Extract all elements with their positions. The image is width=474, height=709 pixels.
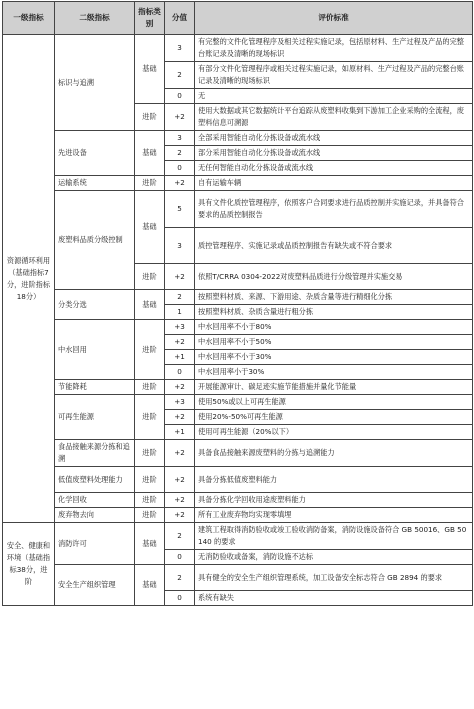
criteria-cell: 按照塑料材质、来源、下游用途、杂质含量等进行精细化分拣 [195, 290, 473, 305]
score-cell: 2 [165, 146, 195, 161]
table-row [3, 565, 473, 591]
score-cell: 0 [165, 89, 195, 104]
criteria-cell: 开展能源审计、碳足迹实施节能措施并量化节能量 [195, 380, 473, 395]
class-cell: 进阶 [135, 320, 165, 380]
table-row [3, 380, 473, 395]
header-criteria: 评价标准 [195, 2, 473, 35]
criteria-cell: 具有健全的安全生产组织管理系统，加工设备安全标志符合 GB 2894 的要求 [195, 565, 473, 591]
class-cell: 基础 [135, 35, 165, 104]
criteria-cell: 系统有缺失 [195, 591, 473, 606]
criteria-cell: 具备食品接触来源废塑料的分拣与追溯能力 [195, 440, 473, 467]
table-row [3, 440, 473, 467]
class-cell: 进阶 [135, 395, 165, 440]
indicator-food-contact: 食品接触来源分拣和追溯 [55, 440, 135, 467]
score-cell: 2 [165, 565, 195, 591]
indicator-renewable-energy: 可再生能源 [55, 395, 135, 440]
criteria-cell: 中水回用率小于30% [195, 365, 473, 380]
score-cell: 3 [165, 131, 195, 146]
score-cell: +3 [165, 395, 195, 410]
table-row [3, 395, 473, 410]
score-cell: 0 [165, 365, 195, 380]
indicator-sorting: 分类分选 [55, 290, 135, 320]
indicator-energy-saving: 节能降耗 [55, 380, 135, 395]
class-cell: 进阶 [135, 440, 165, 467]
table-row [3, 493, 473, 508]
score-cell: +2 [165, 264, 195, 290]
criteria-cell: 使用大数据或其它数据统计平台追踪从废塑料收集到下游加工企业采购的全流程，废塑料信息可溯源 [195, 104, 473, 131]
score-cell: +2 [165, 467, 195, 493]
table-row [3, 191, 473, 228]
criteria-cell: 自有运输车辆 [195, 176, 473, 191]
category-resource-recycling: 资源循环利用（基础指标7分，进阶指标18分） [3, 35, 55, 523]
table-row [3, 131, 473, 146]
score-cell: +2 [165, 410, 195, 425]
score-cell: 2 [165, 290, 195, 305]
criteria-cell: 使用20%-50%可再生能源 [195, 410, 473, 425]
indicator-fire-permit: 消防许可 [55, 523, 135, 565]
class-cell: 基础 [135, 565, 165, 606]
table-row [3, 467, 473, 493]
score-cell: +2 [165, 508, 195, 523]
evaluation-table [2, 1, 473, 606]
indicator-traceability: 标识与追溯 [55, 35, 135, 131]
class-cell: 基础 [135, 290, 165, 320]
indicator-waste-destination: 废弃物去向 [55, 508, 135, 523]
class-cell: 进阶 [135, 467, 165, 493]
criteria-cell: 所有工业废弃物均实现零填埋 [195, 508, 473, 523]
criteria-cell: 无消防验收或备案，消防设施不达标 [195, 550, 473, 565]
table-row [3, 508, 473, 523]
class-cell: 进阶 [135, 380, 165, 395]
header-score: 分值 [165, 2, 195, 35]
class-cell: 基础 [135, 191, 165, 264]
criteria-cell: 部分采用智能自动化分拣设备或流水线 [195, 146, 473, 161]
indicator-water-reuse: 中水回用 [55, 320, 135, 380]
indicator-advanced-equipment: 先进设备 [55, 131, 135, 176]
score-cell: +1 [165, 425, 195, 440]
score-cell: 3 [165, 228, 195, 264]
score-cell: +3 [165, 320, 195, 335]
category-safety-health-environment: 安全、健康和环境（基础指标38分，进阶 [3, 523, 55, 606]
table-row [3, 290, 473, 305]
indicator-quality-grading: 废塑料品质分级控制 [55, 191, 135, 290]
score-cell: +2 [165, 380, 195, 395]
criteria-cell: 建筑工程取得消防验收或竣工验收消防备案，消防设施设备符合 GB 50016、GB 50140 的要求 [195, 523, 473, 550]
score-cell: +2 [165, 493, 195, 508]
indicator-low-value-plastic: 低值废塑料处理能力 [55, 467, 135, 493]
class-cell: 进阶 [135, 104, 165, 131]
criteria-cell: 使用50%或以上可再生能源 [195, 395, 473, 410]
criteria-cell: 中水回用率不小于30% [195, 350, 473, 365]
table-header-row [3, 2, 473, 35]
table-row [3, 320, 473, 335]
score-cell: 0 [165, 550, 195, 565]
class-cell: 进阶 [135, 508, 165, 523]
criteria-cell: 中水回用率不小于80% [195, 320, 473, 335]
criteria-cell: 无 [195, 89, 473, 104]
criteria-cell: 无任何智能自动化分拣设备或流水线 [195, 161, 473, 176]
criteria-cell: 依照T/CRRA 0304-2022对废塑料品质进行分级管理并实施交易 [195, 264, 473, 290]
score-cell: 1 [165, 305, 195, 320]
header-category: 指标类别 [135, 2, 165, 35]
criteria-cell: 质控管理程序、实施记录或品质控制报告有缺失或不符合要求 [195, 228, 473, 264]
class-cell: 进阶 [135, 264, 165, 290]
class-cell: 进阶 [135, 493, 165, 508]
header-level2: 二级指标 [55, 2, 135, 35]
indicator-chemical-recycling: 化学回收 [55, 493, 135, 508]
criteria-cell: 有部分文件化管理程序或相关过程实施记录，如原材料、生产过程及产品的完整台账记录及清晰的现场标识 [195, 62, 473, 89]
header-level1: 一级指标 [3, 2, 55, 35]
score-cell: 3 [165, 35, 195, 62]
criteria-cell: 具备分拣低值废塑料能力 [195, 467, 473, 493]
class-cell: 基础 [135, 523, 165, 565]
criteria-cell: 具有文件化质控管理程序，依照客户合同要求进行品质控制并实施记录，并具备符合要求的品质控制报告 [195, 191, 473, 228]
criteria-cell: 按照塑料材质、杂质含量进行粗分拣 [195, 305, 473, 320]
score-cell: +1 [165, 350, 195, 365]
indicator-transport-system: 运输系统 [55, 176, 135, 191]
criteria-cell: 具备分拣化学回收用途废塑料能力 [195, 493, 473, 508]
class-cell: 基础 [135, 131, 165, 176]
criteria-cell: 全部采用智能自动化分拣设备或流水线 [195, 131, 473, 146]
score-cell: +2 [165, 440, 195, 467]
class-cell: 进阶 [135, 176, 165, 191]
score-cell: +2 [165, 104, 195, 131]
score-cell: 2 [165, 62, 195, 89]
indicator-safety-management: 安全生产组织管理 [55, 565, 135, 606]
score-cell: 2 [165, 523, 195, 550]
criteria-cell: 有完整的文件化管理程序及相关过程实施记录，包括原材料、生产过程及产品的完整台账记录及清晰的现场标识 [195, 35, 473, 62]
criteria-cell: 中水回用率不小于50% [195, 335, 473, 350]
table-row [3, 523, 473, 550]
score-cell: 0 [165, 591, 195, 606]
table-row [3, 176, 473, 191]
score-cell: +2 [165, 335, 195, 350]
score-cell: +2 [165, 176, 195, 191]
score-cell: 0 [165, 161, 195, 176]
score-cell: 5 [165, 191, 195, 228]
table-row [3, 35, 473, 62]
criteria-cell: 使用可再生能源（20%以下） [195, 425, 473, 440]
